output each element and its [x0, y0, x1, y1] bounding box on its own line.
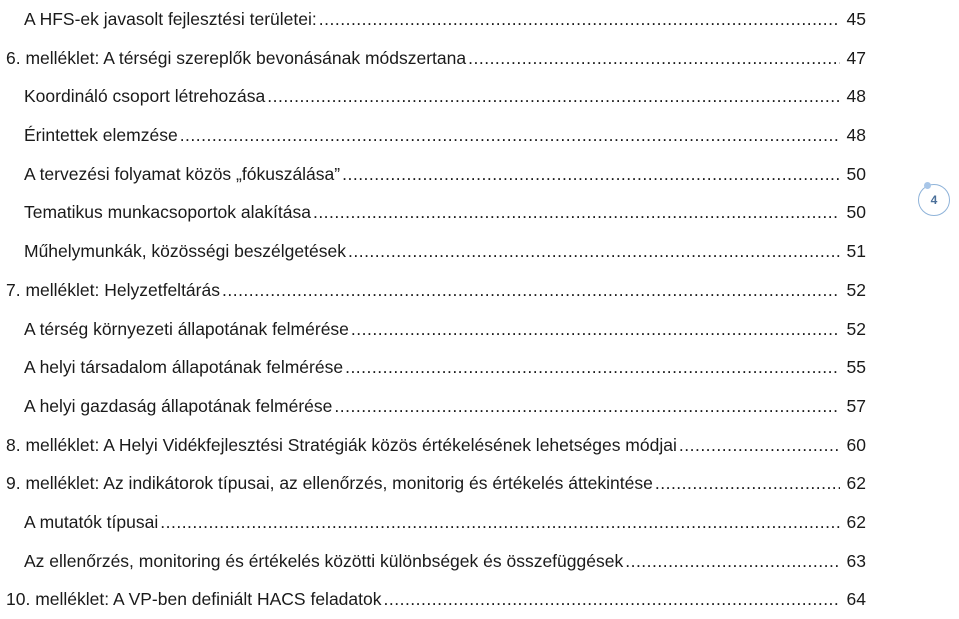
toc-page-number: 64	[846, 589, 866, 610]
toc-page-number: 50	[846, 202, 866, 223]
toc-entry-title: 6. melléklet: A térségi szereplők bevonásának módszertana	[6, 47, 467, 68]
toc-entry[interactable]	[6, 348, 866, 387]
toc-entry-title: A helyi társadalom állapotának felmérése	[24, 357, 344, 378]
toc-entry-title: Az ellenőrzés, monitoring és értékelés közötti különbségek és összefüggések	[24, 550, 624, 571]
toc-entry[interactable]	[6, 426, 866, 465]
toc-page-number: 48	[846, 125, 866, 146]
table-of-contents	[6, 0, 866, 619]
toc-entry[interactable]	[6, 464, 866, 503]
dot-leader	[468, 39, 840, 78]
dot-leader	[348, 232, 840, 271]
toc-page-number: 51	[846, 241, 866, 262]
toc-entry[interactable]	[6, 193, 866, 232]
page-number: 4	[930, 193, 938, 207]
dot-leader	[267, 77, 840, 116]
toc-page-number: 62	[846, 473, 866, 494]
dot-leader	[160, 503, 840, 542]
badge-decoration-dot	[924, 182, 931, 189]
dot-leader	[222, 271, 840, 310]
toc-page-number: 60	[846, 434, 866, 455]
toc-entry[interactable]	[6, 39, 866, 78]
toc-entry-title: A tervezési folyamat közös „fókuszálása”	[24, 163, 341, 184]
toc-entry[interactable]	[6, 310, 866, 349]
toc-page-number: 50	[846, 163, 866, 184]
toc-page-number: 63	[846, 550, 866, 571]
dot-leader	[334, 387, 840, 426]
page-number-badge	[918, 184, 950, 216]
dot-leader	[342, 155, 840, 194]
toc-entry-title: 7. melléklet: Helyzetfeltárás	[6, 279, 220, 300]
dot-leader	[313, 193, 840, 232]
toc-entry-title: Koordináló csoport létrehozása	[24, 86, 266, 107]
dot-leader	[679, 426, 840, 465]
dot-leader	[180, 116, 840, 155]
toc-entry-title: A helyi gazdaság állapotának felmérése	[24, 395, 333, 416]
toc-entry-title: 8. melléklet: A Helyi Vidékfejlesztési Stratégiák közös értékelésének lehetséges módjai	[6, 434, 677, 455]
toc-entry[interactable]	[6, 77, 866, 116]
toc-page-number: 62	[846, 511, 866, 532]
toc-entry[interactable]	[6, 271, 866, 310]
toc-entry[interactable]	[6, 116, 866, 155]
toc-entry-title: A mutatók típusai	[24, 511, 159, 532]
dot-leader	[319, 0, 840, 39]
toc-entry-title: Műhelymunkák, közösségi beszélgetések	[24, 241, 346, 262]
toc-entry[interactable]	[6, 542, 866, 581]
toc-entry-title: Érintettek elemzése	[24, 125, 178, 146]
toc-entry[interactable]	[6, 0, 866, 39]
dot-leader	[655, 464, 840, 503]
toc-page-number: 52	[846, 279, 866, 300]
dot-leader	[351, 310, 840, 349]
toc-page-number: 47	[846, 47, 866, 68]
toc-page-number: 52	[846, 318, 866, 339]
toc-page-number: 45	[846, 9, 866, 29]
toc-entry[interactable]	[6, 503, 866, 542]
toc-page-number: 55	[846, 357, 866, 378]
dot-leader	[384, 580, 841, 619]
toc-entry[interactable]	[6, 155, 866, 194]
toc-entry[interactable]	[6, 232, 866, 271]
dot-leader	[625, 542, 840, 581]
toc-entry-title: A térség környezeti állapotának felmérése	[24, 318, 349, 339]
toc-entry-title: A HFS-ek javasolt fejlesztési területei:	[24, 9, 317, 29]
toc-entry-title: 9. melléklet: Az indikátorok típusai, az ellenőrzés, monitorig és értékelés áttekintése	[6, 473, 653, 494]
toc-page-number: 48	[846, 86, 866, 107]
toc-page-number: 57	[846, 395, 866, 416]
toc-entry[interactable]	[6, 580, 866, 619]
dot-leader	[345, 348, 840, 387]
toc-entry[interactable]	[6, 387, 866, 426]
toc-entry-title: Tematikus munkacsoportok alakítása	[24, 202, 311, 223]
toc-entry-title: 10. melléklet: A VP-ben definiált HACS feladatok	[6, 589, 382, 610]
